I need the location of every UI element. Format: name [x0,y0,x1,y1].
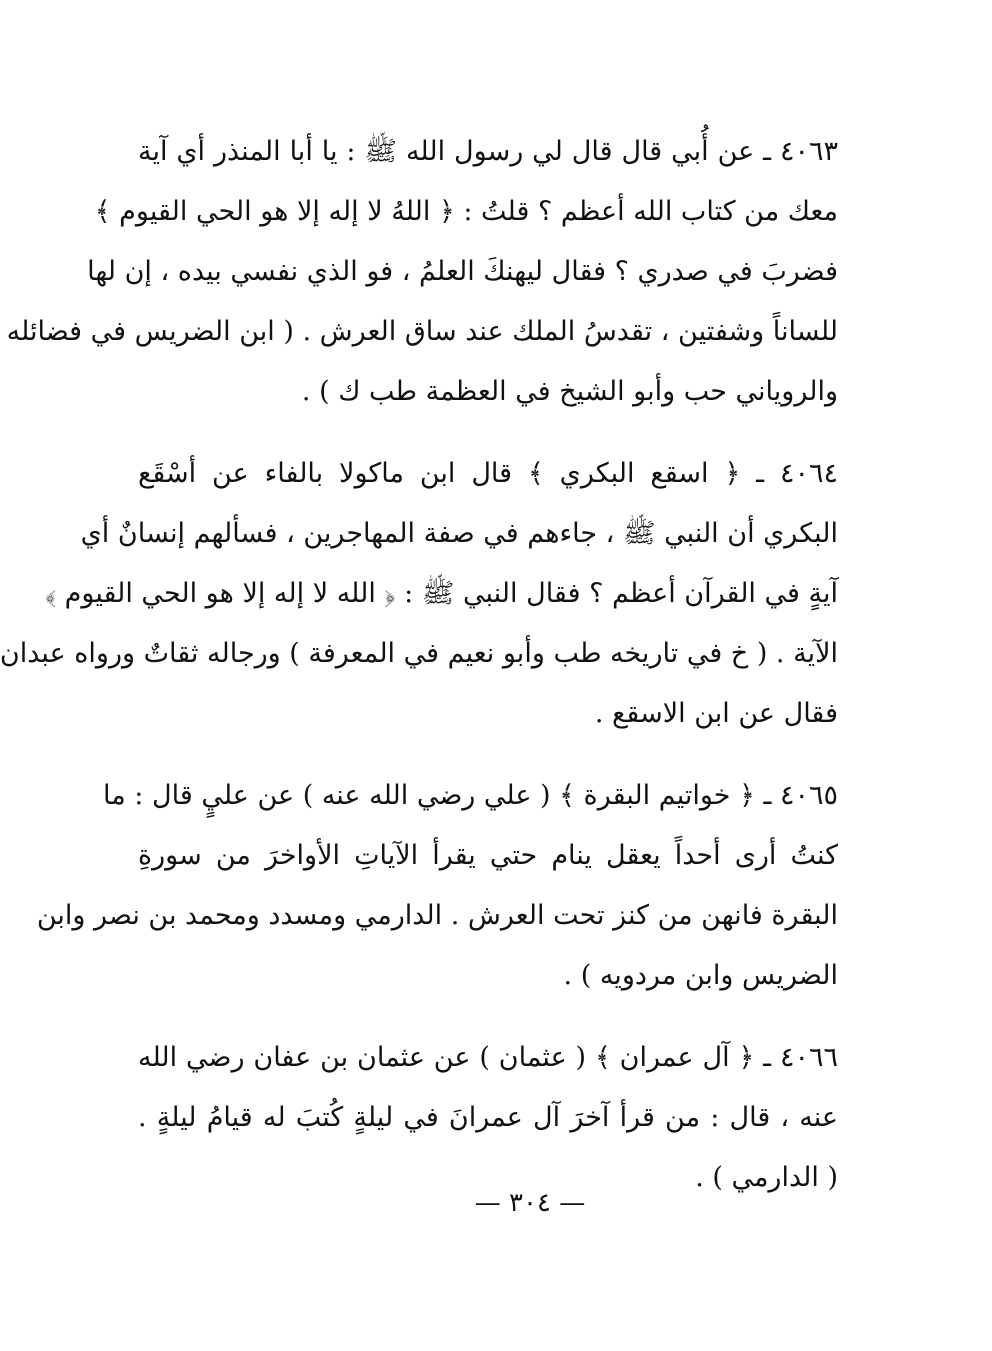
text-line: آيةٍ في القرآن أعظم ؟ فقال النبي ﷺ : ﴿ الله لا إله إلا هو الحي القيوم ﴾ [44,578,838,609]
text-line: الضريس وابن مردويه ) . [563,960,838,991]
text-line: ( الدارمي ) . [695,1162,838,1193]
text-line: ٤٠٦٥ ـ ﴿ خواتيم البقرة ﴾ ( علي رضي الله عنه ) عن عليٍ قال : ما [103,780,838,811]
text-line: البكري أن النبي ﷺ ، جاءهم في صفة المهاجرين ، فسألهم إنسانٌ أي [80,518,838,549]
text-line: البقرة فانهن من كنز تحت العرش . الدارمي ومسدد ومحمد بن نصر وابن [36,900,838,931]
text-line: فضربَ في صدري ؟ فقال ليهنكَ العلمُ ، فو الذي نفسي بيده ، إن لها [87,256,838,287]
text-line: عنه ، قال : من قرأ آخرَ آل عمرانَ في ليلةٍ كُتبَ له قيامُ ليلةٍ . [138,1102,838,1133]
page-body [0,122,838,1230]
text-line: كنتُ أرى أحداً يعقل ينام حتي يقرأ الآياتِ الأواخرَ من سورةِ [138,840,838,871]
text-line: للساناً وشفتين ، تقدسُ الملك عند ساق العرش . ( ابن الضريس في فضائله [6,316,838,347]
hadith-entry-4065 [36,766,838,1006]
hadith-entry-4063 [6,122,838,422]
hadith-entry-4064 [0,444,838,744]
text-line: ٤٠٦٤ ـ ﴿ اسقع البكري ﴾ قال ابن ماكولا بالفاء عن أسْقَع [138,458,838,489]
text-line: والروياني حب وأبو الشيخ في العظمة طب ك ) . [301,376,838,407]
text-line: الآية . ( خ في تاريخه طب وأبو نعيم في المعرفة ) ورجاله ثقاتٌ ورواه عبدان [0,638,838,669]
text-line: معك من كتاب الله أعظم ؟ قلتُ : ﴿ اللهُ لا إله إلا هو الحي القيوم ﴾ [94,196,838,227]
text-line: ٤٠٦٦ ـ ﴿ آل عمران ﴾ ( عثمان ) عن عثمان بن عفان رضي الله [138,1042,838,1073]
text-line: فقال عن ابن الاسقع . [594,698,838,729]
text-line: ٤٠٦٣ ـ عن أُبي قال قال لي رسول الله ﷺ : يا أبا المنذر أي آية [138,136,838,167]
hadith-entry-4066 [138,1028,838,1208]
page-number: — ٣٠٤ — [474,1188,586,1218]
